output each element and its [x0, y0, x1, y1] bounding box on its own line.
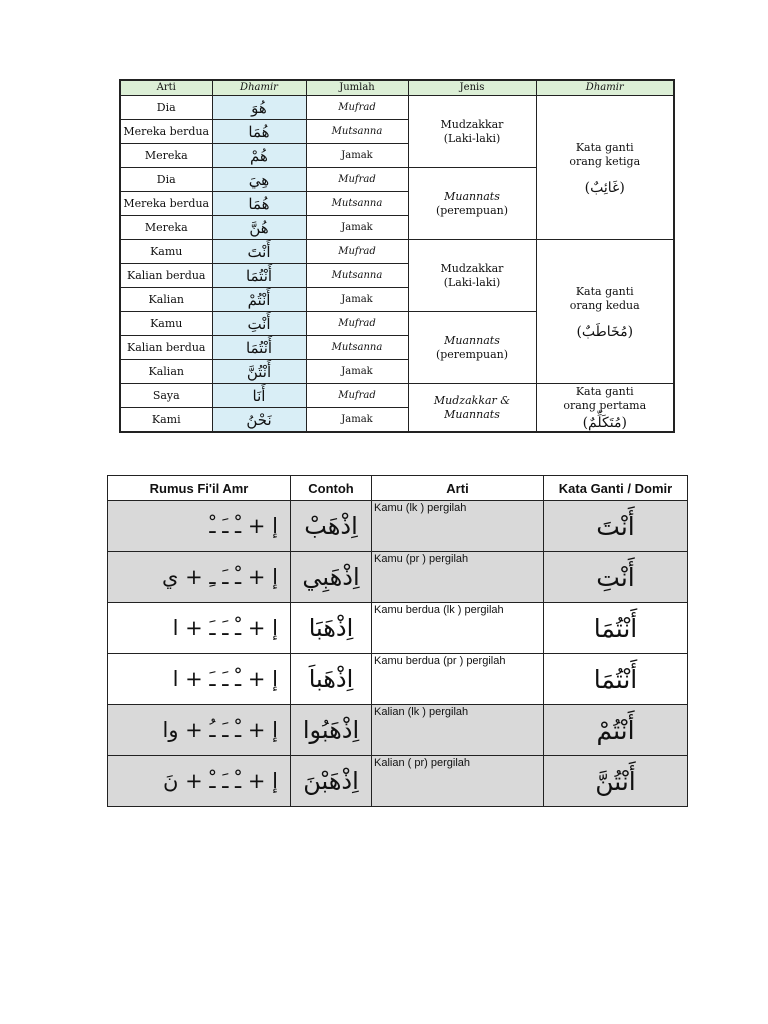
- header-dhamir: Dhamir: [212, 80, 306, 96]
- dhamir-cell: هُمَا: [212, 120, 306, 144]
- jumlah-cell: Mufrad: [306, 312, 408, 336]
- rumus-cell: إ + ـْ ـَ ـْ + نَ: [108, 756, 291, 807]
- arti-cell: Mereka: [120, 216, 212, 240]
- dhamir-cell: نَحْنُ: [212, 408, 306, 433]
- jenis-line: Muannats: [444, 333, 500, 347]
- header-dhamir-group: Dhamir: [536, 80, 674, 96]
- jenis-line: Mudzakkar: [440, 117, 504, 131]
- dhamir-cell: أَنْتُمْ: [212, 288, 306, 312]
- dhamir-cell: أَنْتُمَا: [212, 336, 306, 360]
- jumlah-cell: Jamak: [306, 216, 408, 240]
- pronoun-table: [119, 79, 675, 433]
- jumlah-cell: Mutsanna: [306, 120, 408, 144]
- header-jumlah: Jumlah: [306, 80, 408, 96]
- kata-ganti-cell: أَنْتُمَا: [544, 603, 688, 654]
- dhamir-cell: هُوَ: [212, 96, 306, 120]
- table-row: [108, 705, 688, 756]
- jenis-line: (Laki-laki): [443, 275, 501, 289]
- dhamir-cell: هُمَا: [212, 192, 306, 216]
- rumus-cell: إ + ـْ ـَ ـَ + ا: [108, 603, 291, 654]
- header-kata-ganti: Kata Ganti / Domir: [544, 476, 688, 501]
- contoh-cell: اِذْهَبْنَ: [291, 756, 372, 807]
- kata-ganti-cell: أَنْتُمْ: [544, 705, 688, 756]
- arti-cell: Kalian: [120, 360, 212, 384]
- table-row: [108, 756, 688, 807]
- jenis-line: Mudzakkar: [440, 261, 504, 275]
- arti-cell: Dia: [120, 96, 212, 120]
- arti-cell: Kalian ( pr) pergilah: [372, 756, 544, 807]
- arti-cell: Kami: [120, 408, 212, 433]
- fiil-amr-header-row: [108, 476, 688, 501]
- table-row: [108, 654, 688, 705]
- jenis-line: (perempuan): [435, 203, 509, 217]
- kata-ganti-cell: [536, 240, 674, 384]
- pronoun-table-header-row: [120, 80, 674, 96]
- jenis-line: (perempuan): [435, 347, 509, 361]
- kata-ganti-cell: [536, 96, 674, 240]
- jenis-line: Muannats: [444, 189, 500, 203]
- arti-cell: Dia: [120, 168, 212, 192]
- kata-ganti-arabic: (مُتَكَلِّمٌ): [582, 415, 627, 431]
- contoh-cell: اِذْهَبِي: [291, 552, 372, 603]
- rumus-cell: إ + ـْ ـَ ـَ + ا: [108, 654, 291, 705]
- kata-ganti-line: Kata ganti: [575, 284, 634, 298]
- kata-ganti-cell: أَنْتَ: [544, 501, 688, 552]
- header-arti: Arti: [372, 476, 544, 501]
- arti-cell: Kamu berdua (lk ) pergilah: [372, 603, 544, 654]
- kata-ganti-line: Kata ganti: [575, 385, 634, 398]
- arti-cell: Kalian (lk ) pergilah: [372, 705, 544, 756]
- jumlah-cell: Jamak: [306, 408, 408, 433]
- table-row: [120, 96, 674, 120]
- arti-cell: Mereka berdua: [120, 192, 212, 216]
- jumlah-cell: Jamak: [306, 360, 408, 384]
- arti-cell: Mereka: [120, 144, 212, 168]
- kata-ganti-cell: [536, 384, 674, 433]
- jumlah-cell: Mufrad: [306, 168, 408, 192]
- jenis-cell: [408, 240, 536, 312]
- table-row: [120, 240, 674, 264]
- dhamir-cell: هُمْ: [212, 144, 306, 168]
- jumlah-cell: Mutsanna: [306, 336, 408, 360]
- jumlah-cell: Mutsanna: [306, 192, 408, 216]
- kata-ganti-line: orang kedua: [569, 298, 640, 312]
- rumus-cell: إ + ـْ ـَ ـْ: [108, 501, 291, 552]
- arti-cell: Mereka berdua: [120, 120, 212, 144]
- jenis-cell: [408, 312, 536, 384]
- kata-ganti-line: Kata ganti: [575, 140, 634, 154]
- arti-cell: Saya: [120, 384, 212, 408]
- contoh-cell: اِذْهَبْ: [291, 501, 372, 552]
- jenis-cell: [408, 96, 536, 168]
- kata-ganti-cell: أَنْتِ: [544, 552, 688, 603]
- rumus-cell: إ + ـْ ـَ ـِ + ي: [108, 552, 291, 603]
- arti-cell: Kamu berdua (pr ) pergilah: [372, 654, 544, 705]
- arti-cell: Kalian: [120, 288, 212, 312]
- header-contoh: Contoh: [291, 476, 372, 501]
- dhamir-cell: هُنَّ: [212, 216, 306, 240]
- table-row: [120, 384, 674, 408]
- arti-cell: Kamu (pr ) pergilah: [372, 552, 544, 603]
- kata-ganti-line: orang pertama: [563, 399, 647, 412]
- rumus-cell: إ + ـْ ـَ ـُ + وا: [108, 705, 291, 756]
- header-jenis: Jenis: [408, 80, 536, 96]
- table-row: [108, 501, 688, 552]
- kata-ganti-cell: أَنْتُنَّ: [544, 756, 688, 807]
- dhamir-cell: أَنْتِ: [212, 312, 306, 336]
- jumlah-cell: Mufrad: [306, 240, 408, 264]
- table-row: [108, 603, 688, 654]
- jumlah-cell: Mufrad: [306, 384, 408, 408]
- header-rumus: Rumus Fi'il Amr: [108, 476, 291, 501]
- contoh-cell: اِذْهَباَ: [291, 654, 372, 705]
- arti-cell: Kalian berdua: [120, 336, 212, 360]
- arti-cell: Kamu: [120, 312, 212, 336]
- kata-ganti-cell: أَنْتُمَا: [544, 654, 688, 705]
- arti-cell: Kamu (lk ) pergilah: [372, 501, 544, 552]
- jumlah-cell: Jamak: [306, 144, 408, 168]
- kata-ganti-line: orang ketiga: [569, 154, 641, 168]
- table-row: [108, 552, 688, 603]
- arti-cell: Kamu: [120, 240, 212, 264]
- jenis-line: Mudzakkar &: [433, 393, 511, 407]
- jenis-line: Muannats: [444, 407, 500, 421]
- jumlah-cell: Jamak: [306, 288, 408, 312]
- contoh-cell: اِذْهَبَا: [291, 603, 372, 654]
- dhamir-cell: أَنْتُمَا: [212, 264, 306, 288]
- jumlah-cell: Mutsanna: [306, 264, 408, 288]
- kata-ganti-arabic: (غَائِبٌ): [584, 179, 625, 196]
- dhamir-cell: أَنْتَ: [212, 240, 306, 264]
- dhamir-cell: أَنَا: [212, 384, 306, 408]
- contoh-cell: اِذْهَبُوا: [291, 705, 372, 756]
- jumlah-cell: Mufrad: [306, 96, 408, 120]
- header-arti: Arti: [120, 80, 212, 96]
- arti-cell: Kalian berdua: [120, 264, 212, 288]
- dhamir-cell: أَنْتُنَّ: [212, 360, 306, 384]
- kata-ganti-arabic: (مُخَاطَبٌ): [576, 323, 634, 340]
- fiil-amr-table: [107, 475, 688, 807]
- jenis-line: (Laki-laki): [443, 131, 501, 145]
- jenis-cell: [408, 384, 536, 433]
- dhamir-cell: هِيَ: [212, 168, 306, 192]
- jenis-cell: [408, 168, 536, 240]
